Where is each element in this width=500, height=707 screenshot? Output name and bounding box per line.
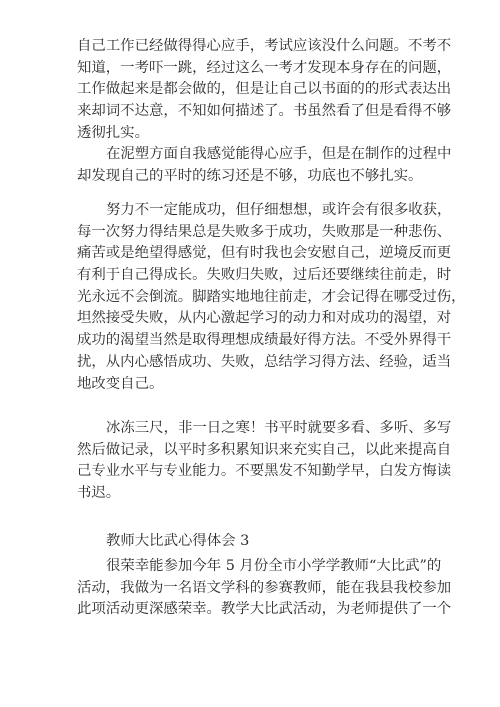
- paragraph-line: 却发现自己的平时的练习还是不够，功底也不够扎实。: [77, 167, 423, 184]
- paragraph-line: 扰，从内心感悟成功、失败，总结学习得方法、经验，适当: [77, 353, 452, 370]
- paragraph-line: 冰冻三尺，非一日之寒！书平时就要多看、多听、多写: [106, 420, 452, 436]
- paragraph-line: 来却词不达意，不知如何描述了。书虽然看了但是看得不够: [77, 103, 452, 120]
- section-heading: [77, 531, 429, 553]
- paragraph-line: 成功的渴望当然是取得理想成绩最好得方法。不受外界得干: [77, 332, 452, 349]
- paragraph-line: 透彻扎实。: [77, 124, 149, 141]
- section-heading-text: 教师大比武心得体会 3: [106, 533, 250, 549]
- paragraph-line: 很荣幸能参加今年 5 月份全市小学学教师“大比武”的: [106, 558, 442, 574]
- paragraph-line: 知道，一考吓一跳，经过这么一考才发现本身存在的问题，: [77, 59, 452, 76]
- paragraph-4: [77, 418, 452, 505]
- paragraph-line: 努力不一定能成功，但仔细想想，或许会有很多收获，: [106, 202, 452, 218]
- paragraph-2: [77, 144, 452, 187]
- paragraph-line: 己专业水平与专业能力。不要黑发不知勤学早，白发方悔读: [77, 463, 452, 480]
- paragraph-line: 工作做起来是都会做的，但是让自己以书面的的形式表达出: [77, 81, 452, 98]
- paragraph-line: 每一次努力得结果总是失败多于成功，失败那是一种悲伤、: [77, 223, 452, 240]
- paragraph-line: 有利于自己得成长。失败归失败，过后还要继续往前走，时: [77, 267, 452, 284]
- paragraph-line: 痛苦或是绝望得感觉，但有时我也会安慰自己，逆境反而更: [77, 245, 452, 262]
- paragraph-line: 光永远不会倒流。脚踏实地地往前走，才会记得在哪受过伤，: [77, 288, 466, 305]
- paragraph-line: 此项活动更深感荣幸。教学大比武活动，为老师提供了一个: [77, 601, 452, 618]
- paragraph-line: 活动，我做为一名语文学科的参赛教师，能在我县我校参加: [77, 579, 452, 596]
- paragraph-line: 坦然接受失败，从内心激起学习的动力和对成功的渴望，对: [77, 310, 452, 327]
- paragraph-line: 书迟。: [77, 485, 121, 502]
- paragraph-3: [77, 200, 466, 395]
- paragraph-line: 自己工作已经做得得心应手，考试应该没什么问题。不考不: [77, 38, 452, 54]
- paragraph-line: 然后做记录，以平时多积累知识来充实自己，以此来提高自: [77, 441, 452, 458]
- paragraph-6: [77, 556, 452, 621]
- paragraph-line: 地改变自己。: [77, 375, 164, 392]
- paragraph-line: 在泥塑方面自我感觉能得心应手，但是在制作的过程中: [106, 146, 452, 162]
- paragraph-1: [77, 36, 452, 144]
